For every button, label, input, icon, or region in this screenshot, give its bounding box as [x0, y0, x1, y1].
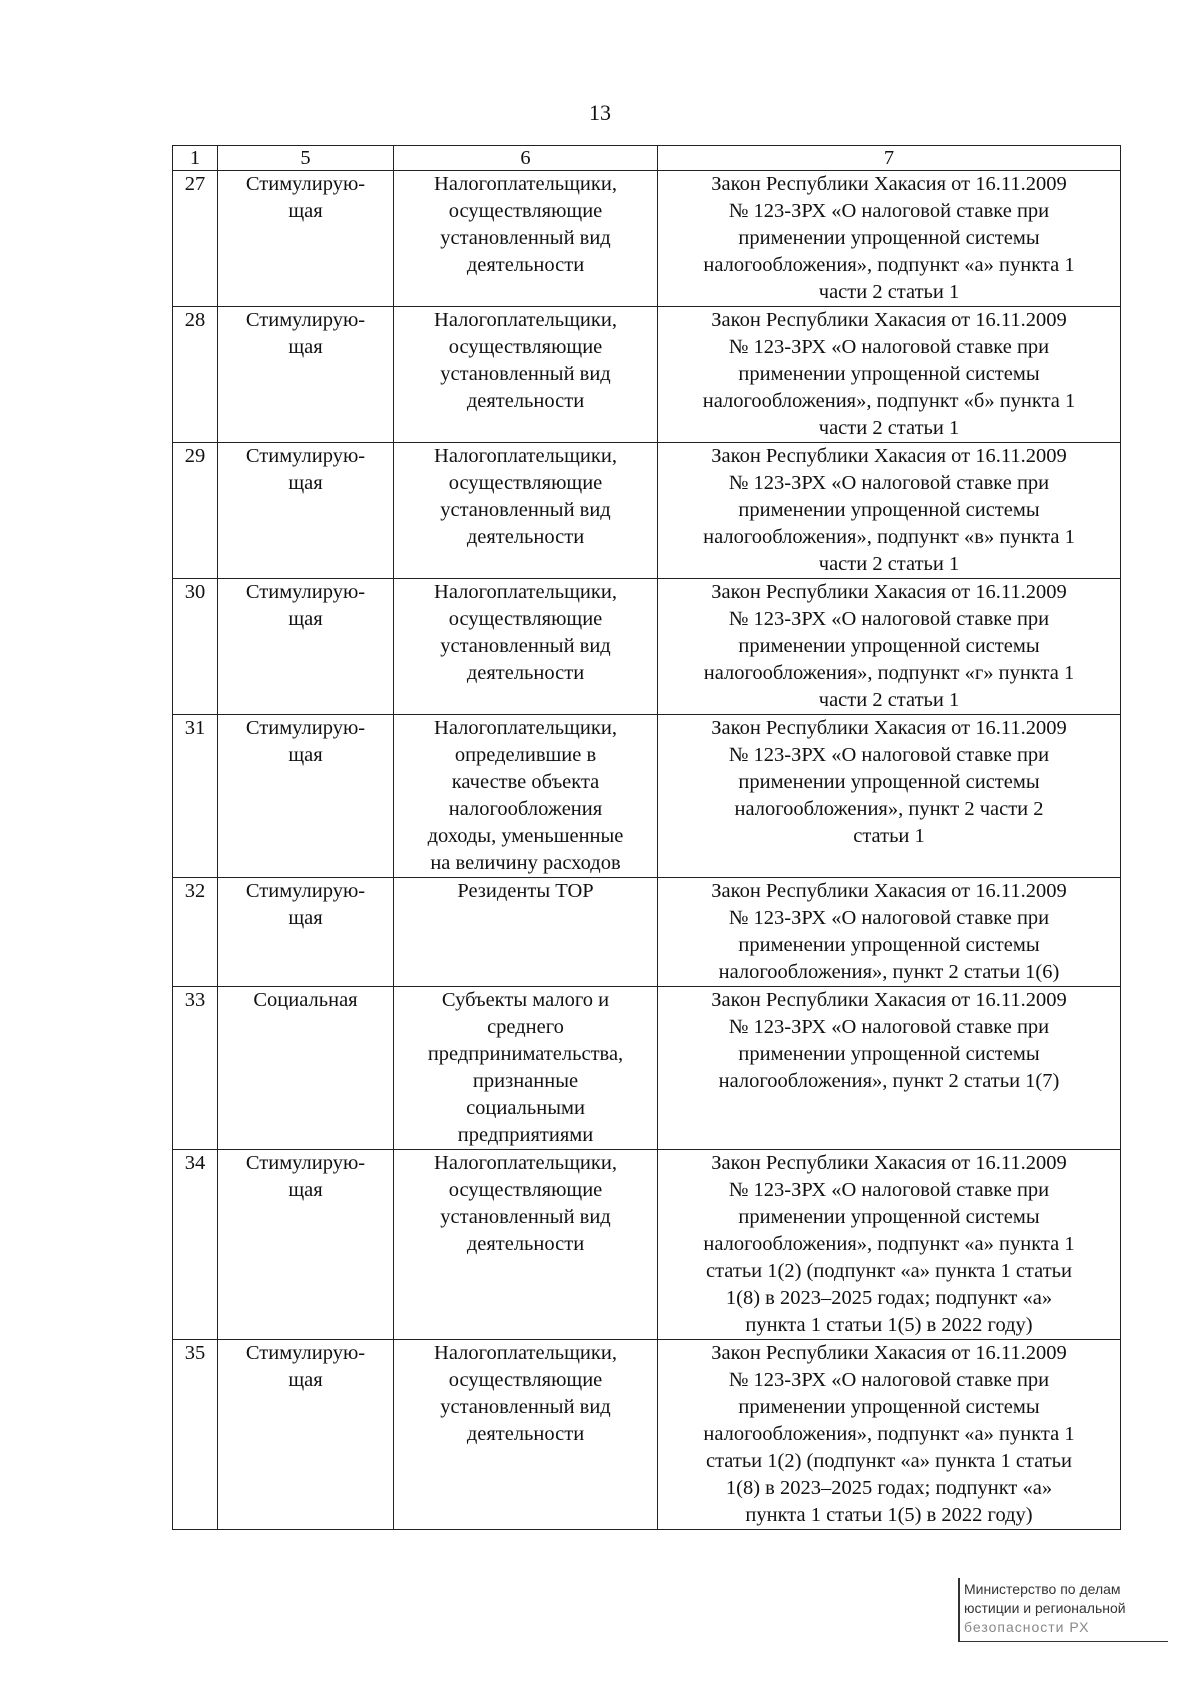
cell-law: Закон Республики Хакасия от 16.11.2009 № 123-ЗРХ «О налоговой ставке при применении упрощенной системы налогообложения», пункт 2 статьи 1(6) — [658, 878, 1121, 987]
cell-number: 30 — [173, 579, 218, 715]
cell-number: 32 — [173, 878, 218, 987]
table-row — [173, 579, 1121, 715]
cell-type: Стимулирую- щая — [218, 171, 394, 307]
table-row — [173, 715, 1121, 878]
cell-subjects: Налогоплательщики, осуществляющие установленный вид деятельности — [394, 1150, 658, 1340]
cell-law: Закон Республики Хакасия от 16.11.2009 № 123-ЗРХ «О налоговой ставке при применении упрощенной системы налогообложения», подпункт «а» пункта 1 части 2 статьи 1 — [658, 171, 1121, 307]
cell-type: Стимулирую- щая — [218, 579, 394, 715]
header-cell-7: 7 — [658, 146, 1121, 171]
cell-subjects: Налогоплательщики, осуществляющие установленный вид деятельности — [394, 443, 658, 579]
header-cell-5: 5 — [218, 146, 394, 171]
cell-type: Стимулирую- щая — [218, 1340, 394, 1530]
stamp-line-2: юстиции и региональной — [964, 1600, 1126, 1616]
cell-law: Закон Республики Хакасия от 16.11.2009 № 123-ЗРХ «О налоговой ставке при применении упрощенной системы налогообложения», пункт 2 части 2 статьи 1 — [658, 715, 1121, 878]
cell-subjects: Налогоплательщики, осуществляющие установленный вид деятельности — [394, 307, 658, 443]
cell-number: 33 — [173, 987, 218, 1150]
cell-number: 31 — [173, 715, 218, 878]
cell-law: Закон Республики Хакасия от 16.11.2009 № 123-ЗРХ «О налоговой ставке при применении упрощенной системы налогообложения», подпункт «в» пункта 1 части 2 статьи 1 — [658, 443, 1121, 579]
cell-subjects: Налогоплательщики, осуществляющие установленный вид деятельности — [394, 171, 658, 307]
table-row — [173, 1340, 1121, 1530]
cell-law: Закон Республики Хакасия от 16.11.2009 № 123-ЗРХ «О налоговой ставке при применении упрощенной системы налогообложения», подпункт «а» пункта 1 статьи 1(2) (подпункт «а» пункта 1 статьи 1(8) в 2023–2025 годах; подпункт «а» пункта 1 статьи 1(5) в 2022 году) — [658, 1150, 1121, 1340]
cell-number: 28 — [173, 307, 218, 443]
cell-type: Стимулирую- щая — [218, 443, 394, 579]
cell-law: Закон Республики Хакасия от 16.11.2009 № 123-ЗРХ «О налоговой ставке при применении упрощенной системы налогообложения», подпункт «б» пункта 1 части 2 статьи 1 — [658, 307, 1121, 443]
cell-number: 34 — [173, 1150, 218, 1340]
cell-law: Закон Республики Хакасия от 16.11.2009 № 123-ЗРХ «О налоговой ставке при применении упрощенной системы налогообложения», пункт 2 статьи 1(7) — [658, 987, 1121, 1150]
cell-subjects: Налогоплательщики, осуществляющие установленный вид деятельности — [394, 1340, 658, 1530]
header-cell-6: 6 — [394, 146, 658, 171]
table-row — [173, 1150, 1121, 1340]
registration-stamp — [958, 1578, 1168, 1642]
table-row — [173, 443, 1121, 579]
header-cell-1: 1 — [173, 146, 218, 171]
cell-type: Стимулирую- щая — [218, 307, 394, 443]
stamp-line-1: Министерство по делам — [964, 1581, 1121, 1597]
cell-subjects: Резиденты ТОР — [394, 878, 658, 987]
tax-expenditures-table — [172, 145, 1121, 1530]
table-row — [173, 878, 1121, 987]
cell-type: Социальная — [218, 987, 394, 1150]
table-header-row — [173, 146, 1121, 171]
cell-type: Стимулирую- щая — [218, 715, 394, 878]
cell-type: Стимулирую- щая — [218, 1150, 394, 1340]
cell-number: 35 — [173, 1340, 218, 1530]
cell-subjects: Субъекты малого и среднего предпринимательства, признанные социальными предприятиями — [394, 987, 658, 1150]
table-row — [173, 987, 1121, 1150]
cell-law: Закон Республики Хакасия от 16.11.2009 № 123-ЗРХ «О налоговой ставке при применении упрощенной системы налогообложения», подпункт «г» пункта 1 части 2 статьи 1 — [658, 579, 1121, 715]
page-number: 13 — [589, 100, 611, 125]
cell-type: Стимулирую- щая — [218, 878, 394, 987]
cell-subjects: Налогоплательщики, осуществляющие установленный вид деятельности — [394, 579, 658, 715]
table-row — [173, 171, 1121, 307]
cell-law: Закон Республики Хакасия от 16.11.2009 № 123-ЗРХ «О налоговой ставке при применении упрощенной системы налогообложения», подпункт «а» пункта 1 статьи 1(2) (подпункт «а» пункта 1 статьи 1(8) в 2023–2025 годах; подпункт «а» пункта 1 статьи 1(5) в 2022 году) — [658, 1340, 1121, 1530]
cell-subjects: Налогоплательщики, определившие в качестве объекта налогообложения доходы, уменьшенные на величину расходов — [394, 715, 658, 878]
cell-number: 27 — [173, 171, 218, 307]
stamp-line-3: безопасности РХ — [964, 1619, 1090, 1635]
table-row — [173, 307, 1121, 443]
cell-number: 29 — [173, 443, 218, 579]
